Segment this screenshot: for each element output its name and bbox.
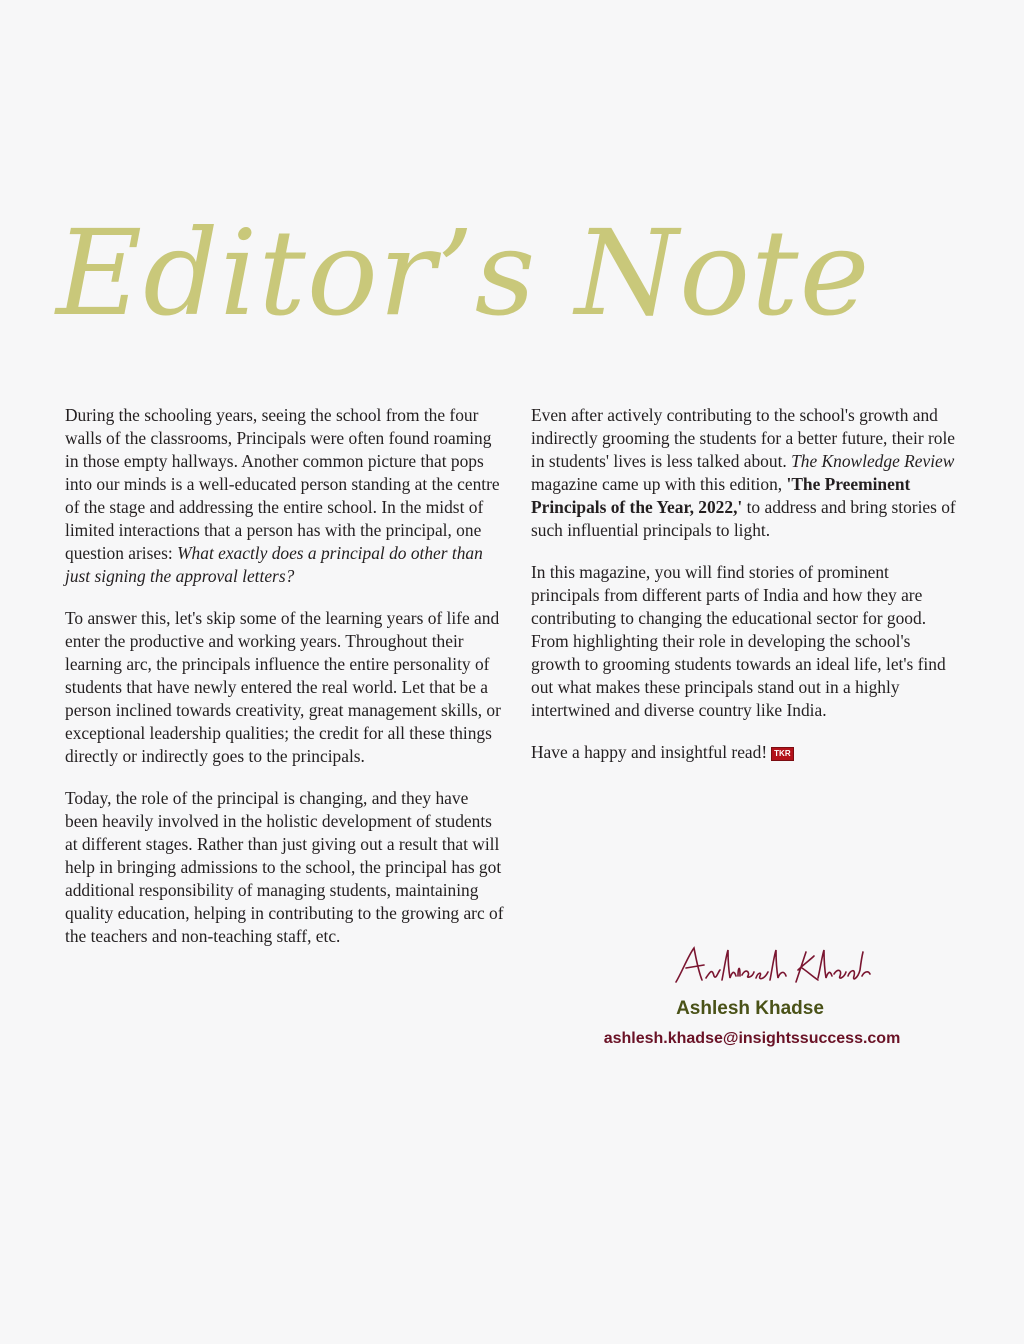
paragraph: To answer this, let's skip some of the learning years of life and enter the productive and working years. Throughout their learning arc, the principals influence the entire personality of students that have newly entered the real world. Let that be a person inclined towards creativity, great management skills, or exceptional leadership qualities; the credit for all these things directly or indirectly goes to the principals.	[65, 608, 501, 766]
handwritten-signature	[672, 942, 872, 988]
tkr-logo-icon: TKR	[771, 747, 793, 761]
page-title: Editor’s Note	[56, 204, 871, 342]
editor-email[interactable]: ashlesh.khadse@insightssuccess.com	[603, 1030, 901, 1047]
italic-question: What exactly does a principal do other than just signing the approval letters?	[65, 543, 483, 586]
magazine-name: The Knowledge Review	[791, 451, 955, 471]
edition-title: 'The Preeminent Principals of the Year, 2022,'	[531, 474, 911, 517]
paragraph: Today, the role of the principal is changing, and they have been heavily involved in the holistic development of students at different stages. Rather than just giving out a result that will help in bringing admissions to the school, the principal has got additional responsibility of managing students, maintaining quality education, helping in contributing to the growing arc of the teachers and non-teaching staff, etc.	[65, 788, 504, 946]
paragraph: During the schooling years, seeing the school from the four walls of the classrooms, Principals were often found roaming in those empty hallways. Another common picture that pops into our minds is a well-educated person standing at the centre of the stage and addressing the entire school. In the midst of limited interactions that a person has with the principal, one question arises: What exactly does a principal do other than just signing the approval letters?	[65, 405, 500, 586]
paragraph: Even after actively contributing to the school's growth and indirectly grooming the students for a better future, their role in students' lives is less talked about. The Knowledge Review magazine came up with this edition, 'The Preeminent Principals of the Year, 2022,' to address and bring stories of such influential principals to light.	[531, 405, 956, 540]
editor-name: Ashlesh Khadse	[676, 998, 824, 1019]
paragraph: Have a happy and insightful read! TKR	[531, 741, 961, 764]
left-column	[65, 404, 505, 967]
paragraph: In this magazine, you will find stories of prominent principals from different parts of India and how they are contributing to changing the educational sector for good. From highlighting their role in developing the school's growth to grooming students towards an ideal life, let's find out what makes these principals stand out in a highly intertwined and diverse country like India.	[531, 562, 946, 720]
right-column	[531, 404, 961, 783]
